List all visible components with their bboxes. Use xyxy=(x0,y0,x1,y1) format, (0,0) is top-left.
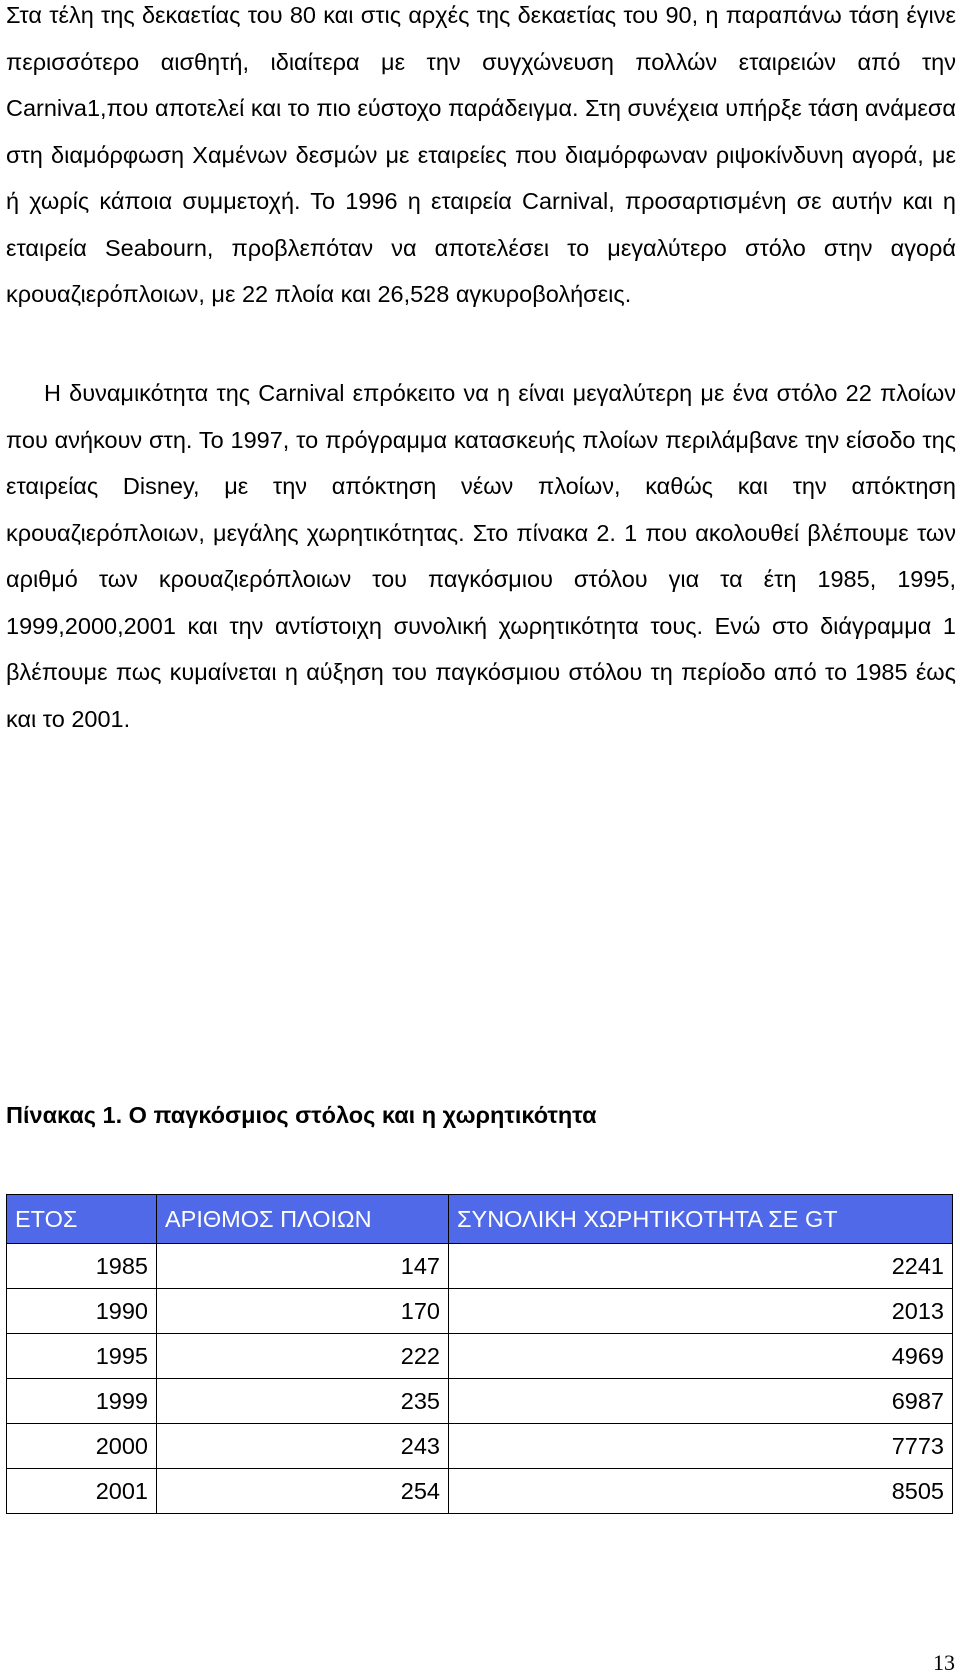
page-number: 13 xyxy=(933,1650,955,1675)
cell-year: 1985 xyxy=(7,1244,157,1289)
table-row xyxy=(7,1289,953,1334)
table-row xyxy=(7,1424,953,1469)
cell-year: 2000 xyxy=(7,1424,157,1469)
cell-ships: 243 xyxy=(157,1424,449,1469)
body-paragraph-2-text: Η δυναμικότητα της Carnival επρόκειτο να η είναι μεγαλύτερη με ένα στόλο 22 πλοίων που ανήκουν στη. Το 1997, το πρόγραμμα κατασκευής πλοίων περιλάμβανε την είσοδο της εταιρείας Disney, με την απόκτηση νέων πλοίων, καθώς και την απόκτηση κρουαζιερόπλοιων, μεγάλης χωρητικότητας. Στο πίνακα 2. 1 που ακολουθεί βλέπουμε των αριθμό των κρουαζιερόπλοιων του παγκόσμιου στόλου για τα έτη 1985, 1995, 1999,2000,2001 και την αντίστοιχη συνολική χωρητικότητα τους. Ενώ στο διάγραμμα 1 βλέπουμε πως κυμαίνεται η αύξηση του παγκόσμιου στόλου τη περίοδο από το 1985 έως και το 2001. xyxy=(6,380,956,732)
table-row xyxy=(7,1379,953,1424)
cell-ships: 254 xyxy=(157,1469,449,1514)
body-paragraph-1: Στα τέλη της δεκαετίας του 80 και στις αρχές της δεκαετίας του 90, η παραπάνω τάση έγινε περισσότερο αισθητή, ιδιαίτερα με την συγχώνευση πολλών εταιρειών από την Carniva1,που αποτελεί και το πιο εύστοχο παράδειγμα. Στη συνέχεια υπήρξε τάση ανάμεσα στη διαμόρφωση Χαμένων δεσμών με εταιρείες που διαμόρφωναν ριψοκίνδυνη αγορά, με ή χωρίς κάποια συμμετοχή. Το 1996 η εταιρεία Carnival, προσαρτισμένη σε αυτήν και η εταιρεία Seabourn, προβλεπόταν να αποτελέσει το μεγαλύτερο στόλο στην αγορά κρουαζιερόπλοιων, με 22 πλοία και 26,528 αγκυροβολήσεις. xyxy=(6,2,956,307)
cell-capacity: 7773 xyxy=(449,1424,953,1469)
table-row xyxy=(7,1469,953,1514)
header-ships: ΑΡΙΘΜΟΣ ΠΛΟΙΩΝ xyxy=(157,1195,449,1244)
header-capacity: ΣΥΝΟΛΙΚΗ ΧΩΡΗΤΙΚΟΤΗΤΑ ΣΕ GT xyxy=(449,1195,953,1244)
table-row xyxy=(7,1334,953,1379)
cell-capacity: 4969 xyxy=(449,1334,953,1379)
cell-capacity: 2241 xyxy=(449,1244,953,1289)
cell-ships: 170 xyxy=(157,1289,449,1334)
table-header-row xyxy=(7,1195,953,1244)
cell-year: 1990 xyxy=(7,1289,157,1334)
cell-capacity: 8505 xyxy=(449,1469,953,1514)
cell-ships: 235 xyxy=(157,1379,449,1424)
body-paragraph-2 xyxy=(6,370,956,742)
fleet-capacity-table xyxy=(6,1194,953,1514)
cell-ships: 147 xyxy=(157,1244,449,1289)
cell-ships: 222 xyxy=(157,1334,449,1379)
cell-capacity: 2013 xyxy=(449,1289,953,1334)
cell-year: 2001 xyxy=(7,1469,157,1514)
table-caption: Πίνακας 1. Ο παγκόσμιος στόλος και η χωρητικότητα xyxy=(6,1102,597,1128)
cell-year: 1999 xyxy=(7,1379,157,1424)
cell-capacity: 6987 xyxy=(449,1379,953,1424)
cell-year: 1995 xyxy=(7,1334,157,1379)
header-year: ΕΤΟΣ xyxy=(7,1195,157,1244)
table-row xyxy=(7,1244,953,1289)
